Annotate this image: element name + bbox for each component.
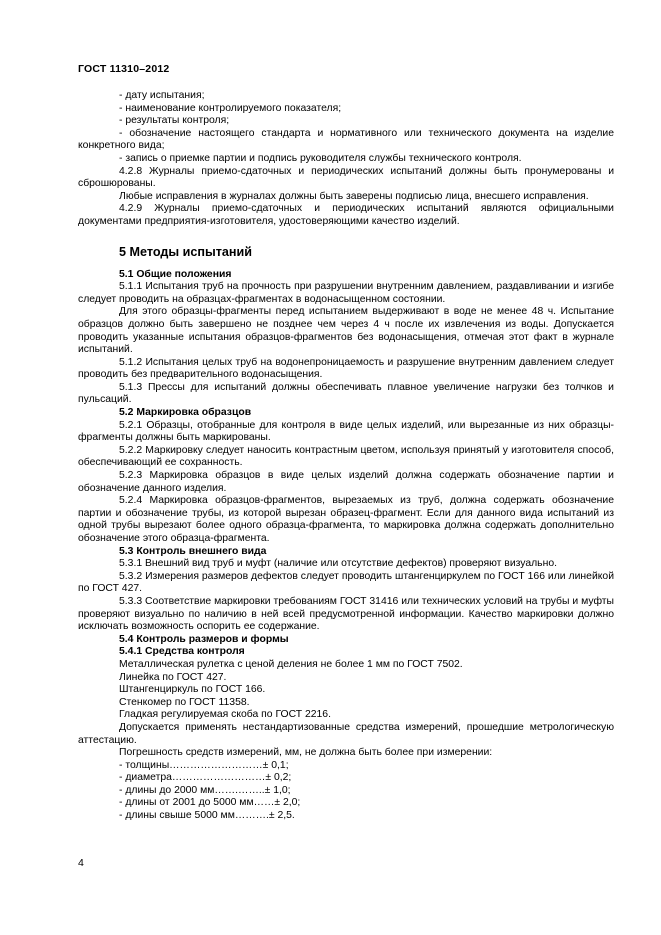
subsection-heading: 5.3 Контроль внешнего вида: [119, 545, 267, 557]
list-item: - длины от 2001 до 5000 мм……± 2,0;: [119, 797, 301, 809]
list-item: - дату испытания;: [119, 90, 205, 101]
paragraph: 5.1.1 Испытания труб на прочность при разрушении внутренним давлением, раздавливании и изгибе следует проводить на образцах-фрагментах в водонасыщенном состоянии.: [78, 281, 614, 305]
page-number: 4: [78, 857, 84, 869]
list-item: Штангенциркуль по ГОСТ 166.: [119, 684, 266, 696]
list-item: - длины до 2000 мм…….……..± 1,0;: [119, 784, 291, 796]
page-body: [78, 90, 614, 823]
paragraph: 5.2.1 Образцы, отобранные для контроля в виде целых изделий, или вырезанные из них образцы-фрагменты должны быть маркированы.: [78, 419, 614, 444]
list-item: Металлическая рулетка с ценой деления не более 1 мм по ГОСТ 7502.: [119, 658, 463, 670]
paragraph: 5.2.3 Маркировка образцов в виде целых изделий должна содержать обозначение партии и обозначение данного изделия.: [78, 470, 614, 494]
list-item: - наименование контролируемого показателя;: [119, 102, 342, 114]
paragraph: 4.2.9 Журналы приемо-сдаточных и периодических испытаний являются официальными документами предприятия-изготовителя, удостоверяющими качество изделий.: [78, 203, 614, 227]
paragraph: Любые исправления в журналах должны быть заверены подписью лица, внесшего исправления.: [119, 190, 589, 202]
list-item: - толщины………………………± 0,1;: [119, 759, 289, 771]
paragraph: 4.2.8 Журналы приемо-сдаточных и периодических испытаний должны быть пронумерованы и сброшюрованы.: [78, 165, 614, 190]
paragraph: 5.1.3 Прессы для испытаний должны обеспечивать плавное увеличение нагрузки без толчков и пульсаций.: [78, 381, 614, 406]
subsection-heading: 5.2 Маркировка образцов: [119, 407, 252, 419]
subsection-heading: 5.1 Общие положения: [119, 268, 232, 280]
subsection-heading: 5.4 Контроль размеров и формы: [119, 633, 289, 645]
section-title: 5 Методы испытаний: [119, 244, 252, 259]
list-item: Гладкая регулируемая скоба по ГОСТ 2216.: [119, 709, 331, 721]
list-item: Стенкомер по ГОСТ 11358.: [119, 696, 250, 708]
list-item: - запись о приемке партии и подпись руководителя службы технического контроля.: [119, 152, 522, 164]
paragraph: Допускается применять нестандартизованные средства измерений, прошедшие метрологическую аттестацию.: [78, 721, 614, 746]
paragraph: 5.3.1 Внешний вид труб и муфт (наличие или отсутствие дефектов) проверяют визуально.: [119, 558, 558, 570]
list-item: - обозначение настоящего стандарта и нормативного или технического документа на изделие конкретного вида;: [78, 127, 614, 152]
paragraph: Для этого образцы-фрагменты перед испытанием выдерживают в воде не менее 48 ч. Испытание образцов должно быть завершено не позднее чем через 4 ч после их извлечения из воды. Допускается проводить указанные испытания образцов-фрагментов без водонасыщения, отмечая этот факт в журнале испытаний.: [78, 306, 614, 356]
paragraph: 5.2.4 Маркировка образцов-фрагментов, вырезаемых из труб, должна содержать обозначение партии и обозначение трубы, из которой вырезан образец-фрагмент. Если для данного вида испытаний из одной трубы вырезают более одного образца-фрагмента, то маркировка должна содержать дополнительно обозначение этого образца-фрагмента.: [78, 495, 614, 544]
paragraph: Погрешность средств измерений, мм, не должна быть более при измерении:: [119, 747, 493, 759]
list-item: - результаты контроля;: [119, 115, 230, 127]
paragraph: 5.1.2 Испытания целых труб на водонепроницаемость и разрушение внутренним давлением следует проводить без предварительного водонасыщения.: [78, 356, 614, 381]
list-item: - диаметра………………………± 0,2;: [119, 772, 292, 784]
subsection-heading: 5.4.1 Средства контроля: [119, 646, 245, 658]
paragraph: 5.2.2 Маркировку следует наносить контрастным цветом, используя принятый у изготовителя способ, обеспечивающий ее сохранность.: [78, 444, 614, 469]
paragraph: 5.3.3 Соответствие маркировки требованиям ГОСТ 31416 или технических условий на трубы и муфты проверяют визуально по наличию в ней всей предусмотренной информации. Качество маркировки должно исключать возможность оспорить ее содержание.: [78, 595, 614, 633]
document-header: ГОСТ 11310–2012: [78, 63, 170, 75]
list-item: - длины свыше 5000 мм……….± 2,5.: [119, 810, 295, 822]
paragraph: 5.3.2 Измерения размеров дефектов следует проводить штангенциркулем по ГОСТ 166 или линейкой по ГОСТ 427.: [78, 570, 614, 595]
list-item: Линейка по ГОСТ 427.: [119, 671, 227, 683]
